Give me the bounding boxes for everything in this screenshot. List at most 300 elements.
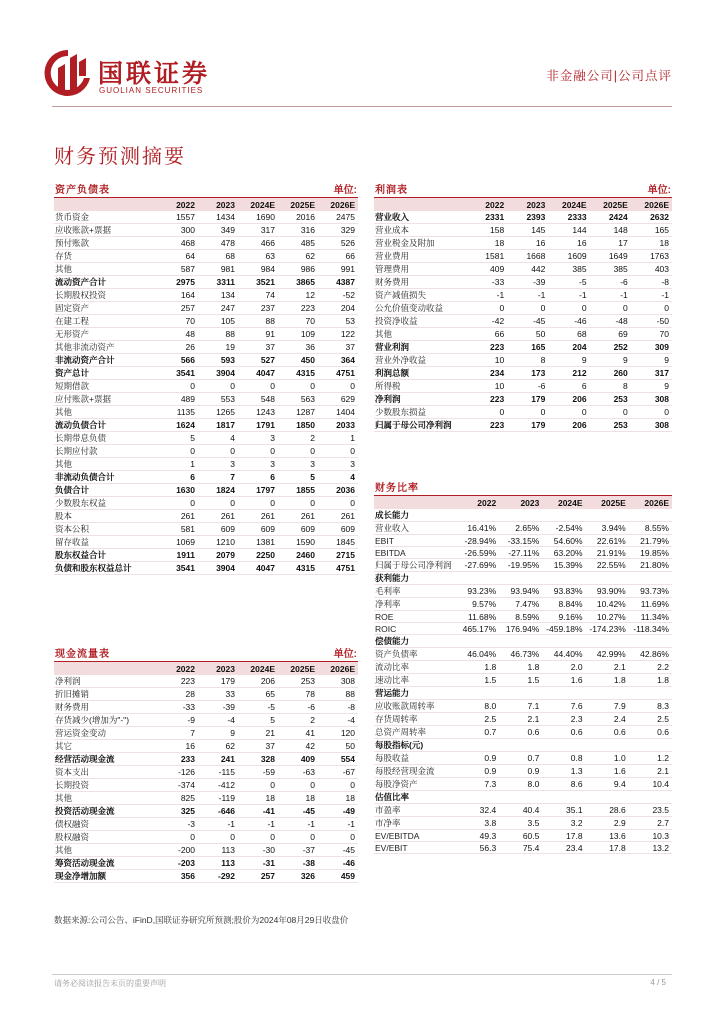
- value-cell: 10: [466, 380, 507, 393]
- value-cell: 609: [318, 523, 358, 536]
- value-cell: 1.0: [586, 752, 629, 765]
- value-cell: 329: [318, 224, 358, 237]
- value-cell: 223: [158, 675, 198, 688]
- value-cell: 1797: [238, 484, 278, 497]
- income-statement-table: [374, 198, 672, 432]
- value-cell: -174.23%: [586, 623, 629, 635]
- value-cell: -39: [507, 276, 548, 289]
- value-cell: 1381: [238, 536, 278, 549]
- value-cell: 19: [198, 341, 238, 354]
- value-cell: 158: [466, 224, 507, 237]
- value-cell: -6: [278, 701, 318, 714]
- value-cell: 7.9: [586, 700, 629, 713]
- value-cell: 10.4: [629, 778, 672, 791]
- value-cell: 113: [198, 844, 238, 857]
- value-cell: -48: [590, 315, 631, 328]
- table-row: [374, 302, 672, 315]
- row-label: 每股收益: [374, 752, 456, 765]
- value-cell: 253: [590, 393, 631, 406]
- value-cell: 179: [507, 393, 548, 406]
- income-statement-block: [374, 181, 672, 432]
- row-label: 少数股东损益: [374, 406, 466, 419]
- value-cell: 0: [238, 497, 278, 510]
- header-label-cell: [54, 662, 158, 675]
- row-label: 股东权益合计: [54, 549, 158, 562]
- value-cell: 1.2: [629, 752, 672, 765]
- value-cell: 2250: [238, 549, 278, 562]
- value-cell: 10.42%: [586, 598, 629, 611]
- value-cell: 54.60%: [542, 535, 585, 547]
- value-cell: 22.55%: [586, 559, 629, 572]
- value-cell: 0: [198, 497, 238, 510]
- row-label: EV/EBIT: [374, 842, 456, 854]
- row-label: 速动比率: [374, 674, 456, 687]
- value-cell: 459: [318, 870, 358, 883]
- value-cell: 93.23%: [456, 585, 499, 598]
- table-row: [374, 830, 672, 842]
- row-label: 市净率: [374, 817, 456, 830]
- row-label: 存货减少(增加为"-"): [54, 714, 158, 727]
- value-cell: 261: [158, 510, 198, 523]
- value-cell: [456, 572, 499, 585]
- value-cell: 5: [158, 432, 198, 445]
- value-cell: -118.34%: [629, 623, 672, 635]
- value-cell: 2.7: [629, 817, 672, 830]
- row-label: 净利率: [374, 598, 456, 611]
- value-cell: 2975: [158, 276, 198, 289]
- value-cell: 1824: [198, 484, 238, 497]
- value-cell: -52: [318, 289, 358, 302]
- value-cell: 356: [158, 870, 198, 883]
- value-cell: 3.5: [499, 817, 542, 830]
- value-cell: [629, 509, 672, 522]
- value-cell: 21: [238, 727, 278, 740]
- table-row: [54, 445, 358, 458]
- value-cell: 17.8: [542, 830, 585, 842]
- value-cell: 237: [238, 302, 278, 315]
- value-cell: 1135: [158, 406, 198, 419]
- value-cell: 11.34%: [629, 611, 672, 623]
- value-cell: 0: [466, 302, 507, 315]
- value-cell: 16: [158, 740, 198, 753]
- value-cell: 223: [466, 419, 507, 432]
- value-cell: 212: [548, 367, 589, 380]
- value-cell: 223: [466, 393, 507, 406]
- table-row: [54, 224, 358, 237]
- value-cell: -45: [278, 805, 318, 818]
- value-cell: 4315: [278, 367, 318, 380]
- table-row: [374, 765, 672, 778]
- value-cell: -28.94%: [456, 535, 499, 547]
- value-cell: 253: [278, 675, 318, 688]
- value-cell: -33: [158, 701, 198, 714]
- table-row: [374, 674, 672, 687]
- balance-sheet-block: [54, 181, 358, 575]
- value-cell: 122: [318, 328, 358, 341]
- value-cell: 10.3: [629, 830, 672, 842]
- value-cell: [586, 572, 629, 585]
- value-cell: 3.94%: [586, 522, 629, 535]
- value-cell: 2079: [198, 549, 238, 562]
- value-cell: 609: [238, 523, 278, 536]
- value-cell: 21.80%: [629, 559, 672, 572]
- value-cell: 593: [198, 354, 238, 367]
- value-cell: 2.0: [542, 661, 585, 674]
- balance-sheet-table: [54, 198, 358, 575]
- value-cell: 70: [631, 328, 672, 341]
- value-cell: 1.8: [629, 674, 672, 687]
- value-cell: -45: [318, 844, 358, 857]
- column-header: 2026E: [644, 497, 669, 508]
- value-cell: 0: [590, 406, 631, 419]
- value-cell: 37: [238, 740, 278, 753]
- value-cell: -1: [278, 818, 318, 831]
- table-row: [54, 237, 358, 250]
- value-cell: 105: [198, 315, 238, 328]
- value-cell: 328: [238, 753, 278, 766]
- table-row: [374, 700, 672, 713]
- row-label: 管理费用: [374, 263, 466, 276]
- value-cell: 326: [278, 870, 318, 883]
- value-cell: -50: [631, 315, 672, 328]
- value-cell: 3: [238, 458, 278, 471]
- value-cell: 50: [318, 740, 358, 753]
- value-cell: 11.68%: [456, 611, 499, 623]
- value-cell: 37: [238, 341, 278, 354]
- table-row: [374, 328, 672, 341]
- column-header: 2024E: [557, 497, 583, 508]
- value-cell: [629, 791, 672, 804]
- value-cell: 42: [278, 740, 318, 753]
- row-label: 利润总额: [374, 367, 466, 380]
- value-cell: 1557: [158, 211, 198, 224]
- value-cell: 1265: [198, 406, 238, 419]
- row-label: 流动比率: [374, 661, 456, 674]
- cashflow-title: 现金流量表: [55, 649, 110, 660]
- value-cell: 442: [507, 263, 548, 276]
- table-row: [54, 341, 358, 354]
- value-cell: 10.27%: [586, 611, 629, 623]
- row-label: 公允价值变动收益: [374, 302, 466, 315]
- value-cell: 8.0: [456, 700, 499, 713]
- value-cell: 5: [238, 714, 278, 727]
- value-cell: 37: [318, 341, 358, 354]
- row-label: 所得税: [374, 380, 466, 393]
- value-cell: 465.17%: [456, 623, 499, 635]
- value-cell: 241: [198, 753, 238, 766]
- value-cell: 2.1: [586, 661, 629, 674]
- value-cell: 466: [238, 237, 278, 250]
- value-cell: -46: [548, 315, 589, 328]
- disclaimer-note: 请务必阅读报告末页的重要声明: [54, 979, 166, 988]
- value-cell: 981: [198, 263, 238, 276]
- value-cell: 3: [238, 432, 278, 445]
- value-cell: 409: [278, 753, 318, 766]
- value-cell: 0.6: [586, 726, 629, 739]
- value-cell: 308: [631, 419, 672, 432]
- value-cell: 134: [198, 289, 238, 302]
- value-cell: 18: [278, 792, 318, 805]
- value-cell: 2.65%: [499, 522, 542, 535]
- value-cell: 1624: [158, 419, 198, 432]
- row-label: 筹资活动现金流: [54, 857, 158, 870]
- value-cell: [542, 739, 585, 752]
- value-cell: 179: [507, 419, 548, 432]
- table-row: [374, 585, 672, 598]
- report-category: 非金融公司|公司点评: [546, 69, 672, 83]
- value-cell: 42.86%: [629, 648, 672, 661]
- value-cell: 18: [631, 237, 672, 250]
- value-cell: 385: [590, 263, 631, 276]
- value-cell: 1069: [158, 536, 198, 549]
- value-cell: -412: [198, 779, 238, 792]
- value-cell: 0.7: [499, 752, 542, 765]
- value-cell: [629, 687, 672, 700]
- value-cell: 6: [238, 471, 278, 484]
- value-cell: 0: [278, 497, 318, 510]
- column-header: 2022: [176, 199, 195, 210]
- value-cell: 1.3: [542, 765, 585, 778]
- value-cell: 8.3: [629, 700, 672, 713]
- value-cell: -4: [198, 714, 238, 727]
- value-cell: 63: [238, 250, 278, 263]
- value-cell: 7.3: [456, 778, 499, 791]
- value-cell: 587: [158, 263, 198, 276]
- value-cell: 5: [278, 471, 318, 484]
- table-row: [54, 432, 358, 445]
- value-cell: 179: [198, 675, 238, 688]
- value-cell: 984: [238, 263, 278, 276]
- table-row: [54, 701, 358, 714]
- header-label-cell: [374, 198, 466, 211]
- value-cell: 8: [507, 354, 548, 367]
- table-row: [54, 315, 358, 328]
- value-cell: 478: [198, 237, 238, 250]
- value-cell: -1: [548, 289, 589, 302]
- cashflow-header: [54, 645, 358, 662]
- header-divider: [52, 106, 672, 107]
- value-cell: 485: [278, 237, 318, 250]
- table-row: [54, 779, 358, 792]
- value-cell: 257: [238, 870, 278, 883]
- value-cell: 566: [158, 354, 198, 367]
- row-label: 长期应付款: [54, 445, 158, 458]
- value-cell: 28: [158, 688, 198, 701]
- row-label: 存货周转率: [374, 713, 456, 726]
- table-row: [54, 419, 358, 432]
- value-cell: [629, 635, 672, 648]
- value-cell: 7: [158, 727, 198, 740]
- table-row: [374, 648, 672, 661]
- value-cell: 1: [158, 458, 198, 471]
- value-cell: 1434: [198, 211, 238, 224]
- row-label: 应收账款周转率: [374, 700, 456, 713]
- value-cell: 74: [238, 289, 278, 302]
- table-row: [54, 276, 358, 289]
- value-cell: 0: [548, 302, 589, 315]
- value-cell: 165: [631, 224, 672, 237]
- value-cell: 9: [631, 380, 672, 393]
- value-cell: 4387: [318, 276, 358, 289]
- value-cell: 309: [631, 341, 672, 354]
- value-cell: [542, 791, 585, 804]
- value-cell: 247: [198, 302, 238, 315]
- value-cell: 70: [158, 315, 198, 328]
- guolian-logo-icon: [44, 48, 92, 98]
- value-cell: 8.0: [499, 778, 542, 791]
- value-cell: 0: [238, 779, 278, 792]
- row-label: EBIT: [374, 535, 456, 547]
- value-cell: 325: [158, 805, 198, 818]
- row-label: 应付账款+票据: [54, 393, 158, 406]
- value-cell: 70: [278, 315, 318, 328]
- value-cell: 2.5: [629, 713, 672, 726]
- value-cell: 206: [548, 393, 589, 406]
- table-row: [374, 276, 672, 289]
- value-cell: 308: [631, 393, 672, 406]
- value-cell: 204: [318, 302, 358, 315]
- table-row: [374, 791, 672, 804]
- value-cell: -31: [238, 857, 278, 870]
- value-cell: 1243: [238, 406, 278, 419]
- value-cell: 165: [507, 341, 548, 354]
- table-row: [54, 870, 358, 883]
- value-cell: 8: [590, 380, 631, 393]
- value-cell: 1845: [318, 536, 358, 549]
- value-cell: -6: [507, 380, 548, 393]
- row-label: 在建工程: [54, 315, 158, 328]
- value-cell: 8.55%: [629, 522, 672, 535]
- value-cell: 261: [278, 510, 318, 523]
- value-cell: 1817: [198, 419, 238, 432]
- value-cell: 17.8: [586, 842, 629, 854]
- value-cell: [456, 635, 499, 648]
- value-cell: [499, 635, 542, 648]
- value-cell: 26: [158, 341, 198, 354]
- value-cell: -45: [507, 315, 548, 328]
- value-cell: 44.40%: [542, 648, 585, 661]
- row-label: 营业税金及附加: [374, 237, 466, 250]
- value-cell: 18: [318, 792, 358, 805]
- value-cell: 1668: [507, 250, 548, 263]
- value-cell: 204: [548, 341, 589, 354]
- row-label: 经营活动现金流: [54, 753, 158, 766]
- table-row: [374, 263, 672, 276]
- value-cell: 0: [278, 445, 318, 458]
- row-label: 营业利润: [374, 341, 466, 354]
- value-cell: 53: [318, 315, 358, 328]
- value-cell: 1855: [278, 484, 318, 497]
- value-cell: 18: [238, 792, 278, 805]
- value-cell: 49.3: [456, 830, 499, 842]
- value-cell: 4047: [238, 367, 278, 380]
- value-cell: 2475: [318, 211, 358, 224]
- value-cell: 1.5: [456, 674, 499, 687]
- table-row: [374, 661, 672, 674]
- value-cell: 13.2: [629, 842, 672, 854]
- table-row: [54, 510, 358, 523]
- value-cell: -59: [238, 766, 278, 779]
- value-cell: 554: [318, 753, 358, 766]
- row-label: 投资活动现金流: [54, 805, 158, 818]
- logo-text: 国联证券: [98, 60, 211, 88]
- value-cell: 3: [198, 458, 238, 471]
- value-cell: -1: [507, 289, 548, 302]
- value-cell: 1763: [631, 250, 672, 263]
- value-cell: 1630: [158, 484, 198, 497]
- table-row: [374, 509, 672, 522]
- table-row: [54, 857, 358, 870]
- value-cell: 261: [238, 510, 278, 523]
- value-cell: 66: [318, 250, 358, 263]
- data-source-note: 数据来源:公司公告、iFinD,国联证券研究所预测;股价为2024年08月29日收盘价: [54, 915, 349, 925]
- row-label: 其他: [54, 263, 158, 276]
- table-row: [374, 354, 672, 367]
- value-cell: 16: [507, 237, 548, 250]
- table-row: [54, 354, 358, 367]
- value-cell: [629, 739, 672, 752]
- value-cell: [456, 791, 499, 804]
- row-label: 现金净增加额: [54, 870, 158, 883]
- table-row: [54, 263, 358, 276]
- row-label: 每股净资产: [374, 778, 456, 791]
- value-cell: 66: [466, 328, 507, 341]
- value-cell: 4: [198, 432, 238, 445]
- value-cell: 173: [507, 367, 548, 380]
- page-number: 4 / 5: [650, 978, 666, 987]
- row-label: 少数股东权益: [54, 497, 158, 510]
- value-cell: 3.2: [542, 817, 585, 830]
- value-cell: 19.85%: [629, 547, 672, 559]
- value-cell: 1: [318, 432, 358, 445]
- value-cell: 16: [548, 237, 589, 250]
- column-header: 2022: [477, 497, 497, 508]
- value-cell: -200: [158, 844, 198, 857]
- value-cell: -5: [548, 276, 589, 289]
- row-label: 营业收入: [374, 211, 466, 224]
- value-cell: [629, 572, 672, 585]
- value-cell: 56.3: [456, 842, 499, 854]
- value-cell: -27.69%: [456, 559, 499, 572]
- value-cell: 1.5: [499, 674, 542, 687]
- value-cell: 36: [278, 341, 318, 354]
- value-cell: [586, 635, 629, 648]
- row-label: 总资产周转率: [374, 726, 456, 739]
- value-cell: 64: [158, 250, 198, 263]
- row-label: 其他: [374, 328, 466, 341]
- ratios-title: 财务比率: [375, 483, 419, 494]
- row-label: 归属于母公司净利润: [374, 419, 466, 432]
- value-cell: 223: [466, 341, 507, 354]
- value-cell: 1850: [278, 419, 318, 432]
- row-label: 其他: [54, 844, 158, 857]
- value-cell: 3541: [158, 562, 198, 575]
- value-cell: 40.4: [499, 804, 542, 817]
- table-row: [374, 752, 672, 765]
- value-cell: 1911: [158, 549, 198, 562]
- value-cell: 46.04%: [456, 648, 499, 661]
- row-label: 营业外净收益: [374, 354, 466, 367]
- table-row: [374, 250, 672, 263]
- value-cell: 2.1: [629, 765, 672, 778]
- value-cell: 32.4: [456, 804, 499, 817]
- table-row: [374, 817, 672, 830]
- value-cell: 2: [278, 432, 318, 445]
- table-row: [54, 536, 358, 549]
- value-cell: 62: [278, 250, 318, 263]
- value-cell: -1: [318, 818, 358, 831]
- value-cell: -2.54%: [542, 522, 585, 535]
